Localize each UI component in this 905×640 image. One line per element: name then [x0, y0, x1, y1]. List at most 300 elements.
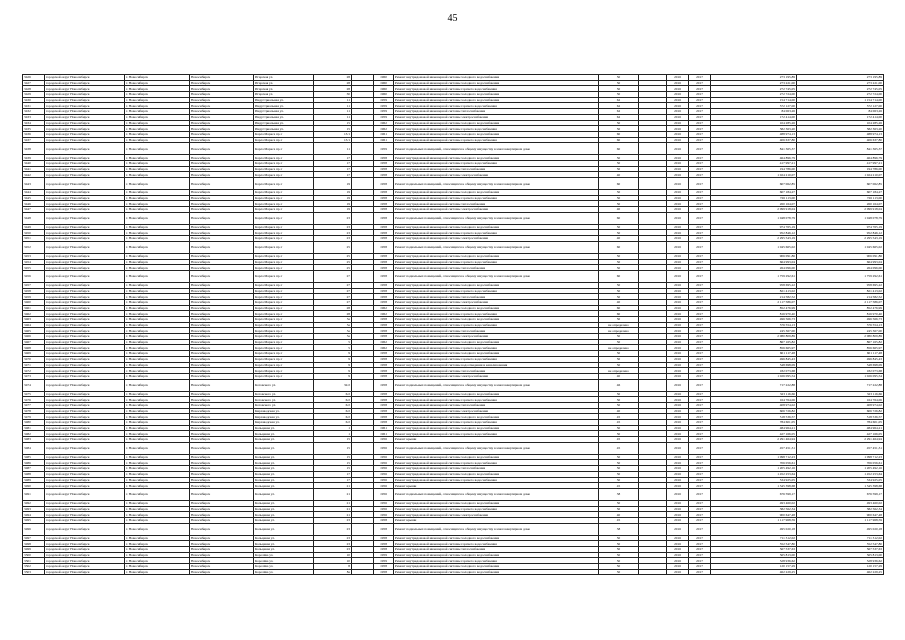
work-type-cell: Ремонт внутридомовой инженерной системы холодного водоснабжения	[394, 131, 599, 137]
total-cost-cell: 1 117 968,59	[797, 517, 884, 523]
row-number: 3502	[23, 564, 45, 570]
floors-cell: 50	[599, 92, 639, 98]
row-number: 3439	[23, 155, 45, 161]
work-type-cell: Ремонт внутридомовой инженерной системы электроснабжения	[394, 373, 599, 379]
total-cost-cell: 1 345 398,68	[797, 483, 884, 489]
start-year-cell: 2016	[667, 143, 689, 155]
work-type-cell: Ремонт подвальных помещений, относящихся к общему имуществу в многоквартирном доме	[394, 241, 599, 253]
city-cell: г. Новосибирск	[125, 471, 190, 477]
municipality-cell: городской округ Новосибирск	[45, 397, 125, 403]
end-year-cell: 2017	[689, 541, 711, 547]
total-cost-cell: 958 695,22	[797, 282, 884, 288]
end-year-cell: 2017	[689, 569, 711, 575]
build-year-cell: 1958	[374, 224, 394, 230]
total-cost-cell: 2 295 543,19	[797, 236, 884, 242]
city-cell: г. Новосибирск	[125, 460, 190, 466]
build-year-cell: 1958	[374, 373, 394, 379]
total-cost-cell: 852 476,99	[797, 305, 884, 311]
start-year-cell: 2016	[667, 328, 689, 334]
city-cell: г. Новосибирск	[125, 92, 190, 98]
municipality-cell: городской округ Новосибирск	[45, 420, 125, 426]
district-cell: Новосибирск	[190, 317, 254, 323]
total-cost-cell: 572 127,00	[797, 103, 884, 109]
row-number: 3438	[23, 143, 45, 155]
street-cell: Карла Маркса пр-т	[254, 356, 314, 362]
end-year-cell: 2017	[689, 166, 711, 172]
row-number: 3440	[23, 160, 45, 166]
blank-cell	[639, 212, 667, 224]
work-type-cell: Ремонт внутридомовой инженерной системы холодного водоснабжения	[394, 282, 599, 288]
start-year-cell: 2016	[667, 477, 689, 483]
start-year-cell: 2016	[667, 437, 689, 443]
district-cell: Новосибирск	[190, 334, 254, 340]
city-cell: г. Новосибирск	[125, 402, 190, 408]
cost-cell: 427 166,05	[711, 431, 797, 437]
total-cost-cell: 214 582,52	[797, 294, 884, 300]
build-year-cell: 1956	[374, 488, 394, 500]
municipality-cell: городской округ Новосибирск	[45, 259, 125, 265]
floors-cell: 62	[599, 103, 639, 109]
end-year-cell: 2017	[689, 207, 711, 213]
district-cell: Новосибирск	[190, 143, 254, 155]
end-year-cell: 2017	[689, 368, 711, 374]
row-number: 3428	[23, 86, 45, 92]
city-cell: г. Новосибирск	[125, 160, 190, 166]
cost-cell: 496 566,73	[711, 317, 797, 323]
build-year-cell: 1958	[374, 397, 394, 403]
cost-cell: 272 724,00	[711, 92, 797, 98]
build-year-cell: 1962	[374, 305, 394, 311]
district-cell: Новосибирск	[190, 212, 254, 224]
district-cell: Новосибирск	[190, 288, 254, 294]
start-year-cell: 2016	[667, 351, 689, 357]
start-year-cell: 2016	[667, 397, 689, 403]
house-cell: 23	[314, 230, 352, 236]
cost-cell: 273 195,89	[711, 75, 797, 81]
block-cell	[352, 178, 374, 190]
cost-cell: 2 295 543,19	[711, 236, 797, 242]
work-type-cell: Ремонт внутридомовой инженерной системы холодного водоснабжения	[394, 569, 599, 575]
floors-cell: 60	[599, 178, 639, 190]
start-year-cell: 2016	[667, 460, 689, 466]
street-cell: Индустриальная ул.	[254, 109, 314, 115]
work-type-cell: Ремонт внутридомовой инженерной системы теплоснабжения	[394, 368, 599, 374]
street-cell: Игарская ул.	[254, 92, 314, 98]
city-cell: г. Новосибирск	[125, 305, 190, 311]
floors-cell: 60	[599, 241, 639, 253]
start-year-cell: 2016	[667, 120, 689, 126]
house-cell: 11	[314, 103, 352, 109]
street-cell: Карла Маркса пр-т	[254, 351, 314, 357]
row-number: 3498	[23, 541, 45, 547]
total-cost-cell: 552 547,80	[797, 541, 884, 547]
cost-cell: 572 127,00	[711, 103, 797, 109]
work-type-cell: Ремонт внутридомовой инженерной системы холодного водоснабжения	[394, 97, 599, 103]
work-type-cell: Ремонт внутридомовой инженерной системы горячего водоснабжения	[394, 397, 599, 403]
house-cell: 6/2	[314, 408, 352, 414]
start-year-cell: 2016	[667, 471, 689, 477]
house-cell: 23	[314, 535, 352, 541]
row-number: 3459	[23, 294, 45, 300]
street-cell: Карла Маркса пр-т	[254, 322, 314, 328]
end-year-cell: 2017	[689, 109, 711, 115]
municipality-cell: городской округ Новосибирск	[45, 368, 125, 374]
end-year-cell: 2017	[689, 311, 711, 317]
total-cost-cell: 488 974,13	[797, 131, 884, 137]
municipality-cell: городской округ Новосибирск	[45, 288, 125, 294]
city-cell: г. Новосибирск	[125, 294, 190, 300]
municipality-cell: городской округ Новосибирск	[45, 483, 125, 489]
total-cost-cell: 120 157,29	[797, 564, 884, 570]
cost-cell: 1 205 492,16	[711, 466, 797, 472]
street-cell: Кольцевая ул.	[254, 477, 314, 483]
row-number: 3500	[23, 552, 45, 558]
start-year-cell: 2016	[667, 103, 689, 109]
floors-cell: 40	[599, 299, 639, 305]
district-cell: Новосибирск	[190, 114, 254, 120]
build-year-cell: 1959	[374, 143, 394, 155]
end-year-cell: 2017	[689, 454, 711, 460]
house-cell: 25	[314, 253, 352, 259]
street-cell: Индустриальная ул.	[254, 103, 314, 109]
start-year-cell: 2016	[667, 535, 689, 541]
end-year-cell: 2017	[689, 259, 711, 265]
district-cell: Новосибирск	[190, 351, 254, 357]
street-cell: Кольцевая ул.	[254, 512, 314, 518]
municipality-cell: городской округ Новосибирск	[45, 460, 125, 466]
end-year-cell: 2017	[689, 460, 711, 466]
street-cell: Карла Маркса пр-т	[254, 190, 314, 196]
cost-cell: 172 414,00	[711, 114, 797, 120]
city-cell: г. Новосибирск	[125, 512, 190, 518]
municipality-cell: городской округ Новосибирск	[45, 120, 125, 126]
start-year-cell: 2016	[667, 80, 689, 86]
house-cell: 27	[314, 299, 352, 305]
municipality-cell: городской округ Новосибирск	[45, 535, 125, 541]
work-type-cell: Ремонт внутридомовой инженерной системы холодного водоснабжения	[394, 190, 599, 196]
build-year-cell: 1962	[374, 339, 394, 345]
municipality-cell: городской округ Новосибирск	[45, 328, 125, 334]
district-cell: Новосибирск	[190, 339, 254, 345]
municipality-cell: городской округ Новосибирск	[45, 466, 125, 472]
build-year-cell: 1956	[374, 460, 394, 466]
municipality-cell: городской округ Новосибирск	[45, 437, 125, 443]
row-number: 3482	[23, 431, 45, 437]
municipality-cell: городской округ Новосибирск	[45, 103, 125, 109]
floors-cell: 50	[599, 166, 639, 172]
floors-cell: 50	[599, 454, 639, 460]
work-type-cell: Ремонт подвальных помещений, относящихся к общему имуществу в многоквартирном доме	[394, 270, 599, 282]
build-year-cell: 1958	[374, 265, 394, 271]
house-cell: 8а	[314, 569, 352, 575]
district-cell: Новосибирск	[190, 137, 254, 143]
build-year-cell: 1958	[374, 379, 394, 391]
end-year-cell: 2017	[689, 317, 711, 323]
build-year-cell: 1958	[374, 420, 394, 426]
start-year-cell: 2016	[667, 207, 689, 213]
start-year-cell: 2016	[667, 483, 689, 489]
municipality-cell: городской округ Новосибирск	[45, 131, 125, 137]
street-cell: Карла Маркса пр-т	[254, 311, 314, 317]
municipality-cell: городской округ Новосибирск	[45, 299, 125, 305]
row-number: 3468	[23, 345, 45, 351]
house-cell: 11	[314, 114, 352, 120]
street-cell: Индустриальная ул.	[254, 126, 314, 132]
city-cell: г. Новосибирск	[125, 488, 190, 500]
start-year-cell: 2016	[667, 541, 689, 547]
row-number: 3485	[23, 454, 45, 460]
row-number: 3434	[23, 120, 45, 126]
end-year-cell: 2017	[689, 212, 711, 224]
work-type-cell: Ремонт внутридомовой инженерной системы холодного водоснабжения	[394, 253, 599, 259]
total-cost-cell: 182 073,68	[797, 368, 884, 374]
cost-cell: 974 765,19	[711, 224, 797, 230]
floors-cell: 50	[599, 500, 639, 506]
municipality-cell: городской округ Новосибирск	[45, 86, 125, 92]
cost-cell: 488 974,13	[711, 131, 797, 137]
start-year-cell: 2016	[667, 236, 689, 242]
district-cell: Новосибирск	[190, 345, 254, 351]
start-year-cell: 2016	[667, 92, 689, 98]
street-cell: Карла Маркса пр-т	[254, 143, 314, 155]
house-cell: 6/2	[314, 420, 352, 426]
district-cell: Новосибирск	[190, 442, 254, 454]
end-year-cell: 2017	[689, 143, 711, 155]
district-cell: Новосибирск	[190, 299, 254, 305]
floors-cell: 60	[599, 131, 639, 137]
total-cost-cell: 726 113,00	[797, 195, 884, 201]
house-cell: 17	[314, 166, 352, 172]
city-cell: г. Новосибирск	[125, 397, 190, 403]
district-cell: Новосибирск	[190, 397, 254, 403]
district-cell: Новосибирск	[190, 265, 254, 271]
total-cost-cell: 717 222,88	[797, 379, 884, 391]
cost-cell: 194 786,00	[711, 166, 797, 172]
municipality-cell: городской округ Новосибирск	[45, 166, 125, 172]
street-cell: Карла Маркса пр-т	[254, 305, 314, 311]
floors-cell: 40	[599, 172, 639, 178]
row-number: 3487	[23, 466, 45, 472]
municipality-cell: городской округ Новосибирск	[45, 126, 125, 132]
municipality-cell: городской округ Новосибирск	[45, 558, 125, 564]
start-year-cell: 2016	[667, 466, 689, 472]
build-year-cell: 1958	[374, 207, 394, 213]
start-year-cell: 2016	[667, 368, 689, 374]
house-cell: 10	[314, 558, 352, 564]
district-cell: Новосибирск	[190, 356, 254, 362]
cost-cell: 406 637,80	[711, 137, 797, 143]
start-year-cell: 2016	[667, 311, 689, 317]
street-cell: Карла Маркса пр-т	[254, 317, 314, 323]
row-number: 3435	[23, 126, 45, 132]
row-number: 3436	[23, 131, 45, 137]
block-cell	[352, 488, 374, 500]
municipality-cell: городской округ Новосибирск	[45, 207, 125, 213]
start-year-cell: 2016	[667, 305, 689, 311]
municipality-cell: городской округ Новосибирск	[45, 506, 125, 512]
district-cell: Новосибирск	[190, 86, 254, 92]
city-cell: г. Новосибирск	[125, 483, 190, 489]
cost-cell: 664 993,04	[711, 259, 797, 265]
street-cell: Карла Маркса пр-т	[254, 241, 314, 253]
work-type-cell: Ремонт внутридомовой инженерной системы холодного водоснабжения	[394, 224, 599, 230]
street-cell: Кольцевая ул.	[254, 506, 314, 512]
house-cell: 19	[314, 207, 352, 213]
street-cell: Карла Маркса пр-т	[254, 207, 314, 213]
work-type-cell: Ремонт крыши	[394, 437, 599, 443]
cost-cell: 900 647,48	[711, 512, 797, 518]
cost-cell: 856 665,97	[711, 345, 797, 351]
floors-cell: 60	[599, 270, 639, 282]
street-cell: Котовского ул.	[254, 397, 314, 403]
floors-cell: 50	[599, 126, 639, 132]
build-year-cell: 1958	[374, 535, 394, 541]
city-cell: г. Новосибирск	[125, 569, 190, 575]
street-cell: Кольцевая ул.	[254, 517, 314, 523]
start-year-cell: 2016	[667, 512, 689, 518]
start-year-cell: 2016	[667, 569, 689, 575]
cost-cell: 272 745,05	[711, 86, 797, 92]
district-cell: Новосибирск	[190, 328, 254, 334]
cost-cell: 154 714,00	[711, 97, 797, 103]
floors-cell: 50	[599, 460, 639, 466]
municipality-cell: городской округ Новосибирск	[45, 471, 125, 477]
total-cost-cell: 462 229,25	[797, 569, 884, 575]
house-cell: 23	[314, 541, 352, 547]
end-year-cell: 2017	[689, 517, 711, 523]
work-type-cell: Ремонт внутридомовой инженерной системы горячего водоснабжения	[394, 195, 599, 201]
end-year-cell: 2017	[689, 420, 711, 426]
city-cell: г. Новосибирск	[125, 356, 190, 362]
district-cell: Новосибирск	[190, 437, 254, 443]
municipality-cell: городской округ Новосибирск	[45, 345, 125, 351]
work-type-cell: Ремонт внутридомовой инженерной системы горячего водоснабжения	[394, 506, 599, 512]
cost-cell: 1 024 210,07	[711, 172, 797, 178]
row-number: 3450	[23, 230, 45, 236]
start-year-cell: 2016	[667, 356, 689, 362]
city-cell: г. Новосибирск	[125, 137, 190, 143]
street-cell: Кольцевая ул.	[254, 454, 314, 460]
build-year-cell: 1958	[374, 317, 394, 323]
work-type-cell: Ремонт внутридомовой инженерной системы горячего водоснабжения	[394, 460, 599, 466]
total-cost-cell: 1 024 210,07	[797, 172, 884, 178]
street-cell: Королёва ул.	[254, 558, 314, 564]
floors-cell: 40	[599, 207, 639, 213]
start-year-cell: 2016	[667, 420, 689, 426]
total-cost-cell: 1 452 253,64	[797, 471, 884, 477]
municipality-cell: городской округ Новосибирск	[45, 408, 125, 414]
work-type-cell: Ремонт подвальных помещений, относящихся к общему имуществу в многоквартирном доме	[394, 178, 599, 190]
house-cell: 13/1	[314, 131, 352, 137]
district-cell: Новосибирск	[190, 414, 254, 420]
work-type-cell: Ремонт внутридомовой инженерной системы горячего водоснабжения	[394, 103, 599, 109]
city-cell: г. Новосибирск	[125, 126, 190, 132]
district-cell: Новосибирск	[190, 500, 254, 506]
floors-cell: 50	[599, 190, 639, 196]
street-cell: Карла Маркса пр-т	[254, 236, 314, 242]
floors-cell: 50	[599, 195, 639, 201]
end-year-cell: 2017	[689, 506, 711, 512]
start-year-cell: 2016	[667, 523, 689, 535]
build-year-cell: 1956	[374, 471, 394, 477]
house-cell: 1	[314, 431, 352, 437]
work-type-cell: Ремонт крыши	[394, 517, 599, 523]
row-number: 3454	[23, 259, 45, 265]
district-cell: Новосибирск	[190, 322, 254, 328]
floors-cell: 45	[599, 517, 639, 523]
work-type-cell: Ремонт внутридомовой инженерной системы горячего водоснабжения	[394, 322, 599, 328]
end-year-cell: 2017	[689, 253, 711, 259]
street-cell: Карла Маркса пр-т	[254, 334, 314, 340]
table-row	[23, 488, 884, 500]
district-cell: Новосибирск	[190, 466, 254, 472]
district-cell: Новосибирск	[190, 80, 254, 86]
district-cell: Новосибирск	[190, 541, 254, 547]
house-cell: 25	[314, 241, 352, 253]
work-type-cell: Ремонт внутридомовой инженерной системы горячего водоснабжения	[394, 420, 599, 426]
work-type-cell: Ремонт внутридомовой инженерной системы горячего водоснабжения	[394, 356, 599, 362]
municipality-cell: городской округ Новосибирск	[45, 373, 125, 379]
end-year-cell: 2017	[689, 339, 711, 345]
row-number: 3456	[23, 270, 45, 282]
build-year-cell: 1958	[374, 253, 394, 259]
end-year-cell: 2017	[689, 379, 711, 391]
row-number: 3431	[23, 103, 45, 109]
street-cell: Кольцевая ул.	[254, 523, 314, 535]
row-number: 3483	[23, 437, 45, 443]
city-cell: г. Новосибирск	[125, 120, 190, 126]
street-cell: Королёва ул.	[254, 552, 314, 558]
work-type-cell: Ремонт внутридомовой инженерной системы горячего водоснабжения	[394, 431, 599, 437]
register-table	[22, 74, 884, 575]
work-type-cell: Ремонт внутридомовой инженерной системы холодного водоснабжения	[394, 425, 599, 431]
work-type-cell: Ремонт внутридомовой инженерной системы холодного водоснабжения	[394, 391, 599, 397]
start-year-cell: 2016	[667, 97, 689, 103]
start-year-cell: 2016	[667, 288, 689, 294]
cost-cell: 548 698,09	[711, 362, 797, 368]
floors-cell: 50	[599, 265, 639, 271]
city-cell: г. Новосибирск	[125, 97, 190, 103]
end-year-cell: 2017	[689, 466, 711, 472]
street-cell: Королёва ул.	[254, 569, 314, 575]
street-cell: Карла Маркса пр-т	[254, 294, 314, 300]
build-year-cell: 1958	[374, 212, 394, 224]
row-number: 3441	[23, 166, 45, 172]
cost-cell: 841 365,37	[711, 143, 797, 155]
floors-cell: 50	[599, 282, 639, 288]
row-number: 3429	[23, 92, 45, 98]
start-year-cell: 2016	[667, 166, 689, 172]
build-year-cell: 1958	[374, 282, 394, 288]
district-cell: Новосибирск	[190, 75, 254, 81]
street-cell: Карла Маркса пр-т	[254, 373, 314, 379]
total-cost-cell: 2 080 809,89	[797, 334, 884, 340]
row-number: 3494	[23, 512, 45, 518]
municipality-cell: городской округ Новосибирск	[45, 190, 125, 196]
street-cell: Игарская ул.	[254, 86, 314, 92]
total-cost-cell: 417 997,21	[797, 160, 884, 166]
municipality-cell: городской округ Новосибирск	[45, 500, 125, 506]
floors-cell: 60	[599, 311, 639, 317]
end-year-cell: 2017	[689, 373, 711, 379]
municipality-cell: городской округ Новосибирск	[45, 155, 125, 161]
street-cell: Карла Маркса пр-т	[254, 166, 314, 172]
start-year-cell: 2016	[667, 558, 689, 564]
cost-cell: 323 116,66	[711, 391, 797, 397]
district-cell: Новосибирск	[190, 460, 254, 466]
street-cell: Карла Маркса пр-т	[254, 212, 314, 224]
street-cell: Карла Маркса пр-т	[254, 178, 314, 190]
